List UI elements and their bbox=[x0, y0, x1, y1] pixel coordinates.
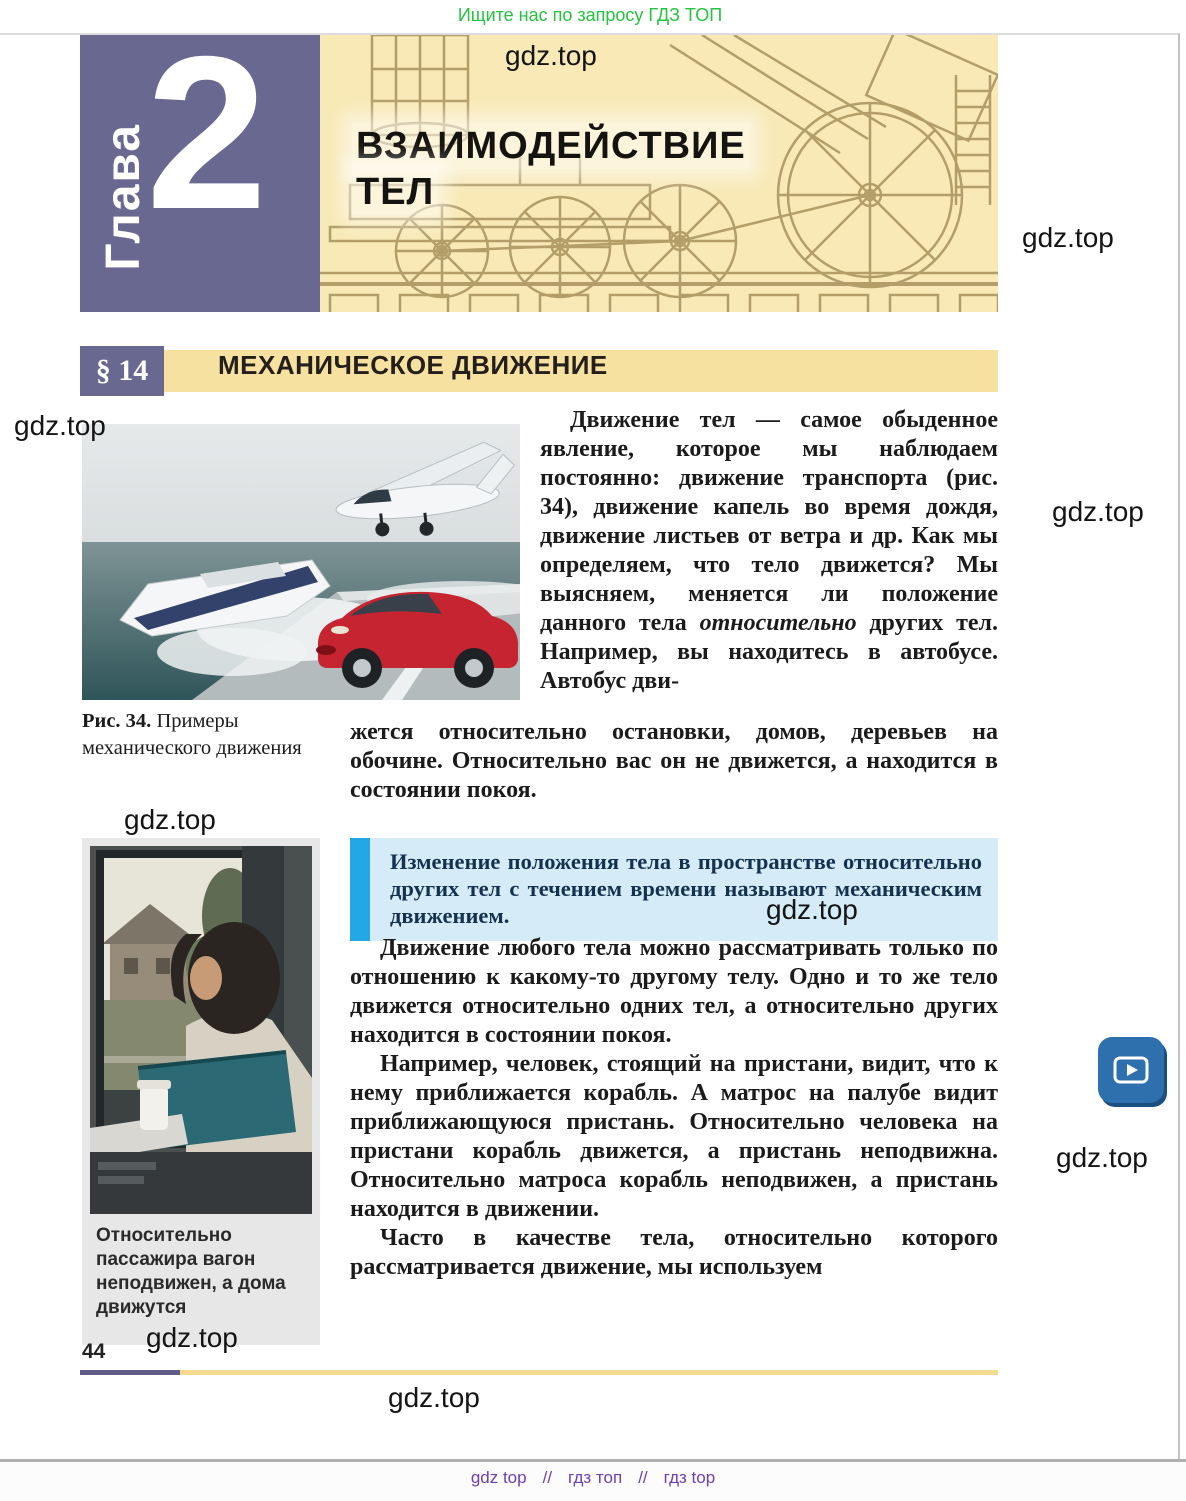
watermark: gdz.top bbox=[1056, 1142, 1148, 1173]
chapter-label: Глава bbox=[97, 123, 150, 271]
watermark: gdz.top bbox=[1052, 496, 1144, 527]
section-title: МЕХАНИЧЕСКОЕ ДВИЖЕНИЕ bbox=[218, 350, 608, 380]
section-banner bbox=[80, 350, 998, 392]
paragraph-1 bbox=[540, 406, 998, 696]
footer-rule-yellow bbox=[180, 1370, 998, 1375]
watermark: gdz.top bbox=[505, 40, 597, 71]
paragraph-4: Например, человек, стоящий на пристани, видит, что к нему приближается корабль. А матрос на палубе видит приближающуюся пристань. Относительно человека на пристани корабль движется, а пристань неподвижна. Относительно матроса корабль неподвижен, а пристань находится в движении. bbox=[350, 1051, 998, 1222]
footer-divider: // bbox=[542, 1468, 553, 1487]
sidebar-photo-card bbox=[82, 838, 320, 1345]
sidebar-photo-caption: Относительно пассажира вагон неподвижен, а дома движутся bbox=[96, 1225, 286, 1318]
chapter-number-box bbox=[80, 12, 320, 312]
footer-divider: // bbox=[638, 1468, 648, 1487]
play-video-icon bbox=[1113, 1056, 1149, 1084]
main-paragraphs bbox=[350, 934, 998, 1282]
footer-link-gdz-top[interactable]: gdz top bbox=[470, 1468, 527, 1487]
chapter-number: 2 bbox=[146, 12, 268, 255]
paragraph-1-tail: других тел. Например, вы находитесь в автобусе. Автобус дви- bbox=[540, 610, 998, 694]
scan-right-border bbox=[1178, 33, 1180, 1461]
paragraph-1-text: Движение тел — самое обыденное явление, которое мы наблюдаем постоянно: движение транспорта (рис. 34), движение капель во время дождя, движение листьев от ветра и др. Как мы определяем, что тело движется? Мы выясняем, меняется ли положение данного тела bbox=[540, 407, 998, 636]
paragraph-2: жется относительно остановки, домов, деревьев на обочине. Относительно вас он не движется, а находится в состоянии покоя. bbox=[350, 719, 998, 803]
watermark: gdz.top bbox=[766, 894, 858, 925]
figure34-illustration bbox=[82, 424, 520, 700]
chapter-title-line1: ВЗАИМОДЕЙСТВИЕ bbox=[352, 123, 750, 169]
chapter-title-line2: ТЕЛ bbox=[352, 169, 438, 215]
page-number: 44 bbox=[82, 1340, 106, 1363]
figure34-caption-label: Рис. 34. bbox=[82, 710, 152, 732]
watermark: gdz.top bbox=[388, 1382, 480, 1413]
footer-links bbox=[0, 1468, 1186, 1488]
paragraph-5: Часто в качестве тела, относительно которого рассматривается движение, мы используем bbox=[350, 1225, 998, 1280]
paragraph-3: Движение любого тела можно рассматривать только по отношению к какому-то другому телу. Одно и то же тело движется относительно одних тел, а относительно других находится в состоянии покоя. bbox=[350, 935, 998, 1048]
figure34-caption-text: Примеры механического движения bbox=[82, 710, 302, 759]
video-button[interactable] bbox=[1098, 1037, 1164, 1103]
footer-link-gdz-top-2[interactable]: гдз top bbox=[663, 1468, 716, 1487]
watermark: gdz.top bbox=[124, 804, 216, 835]
train-passenger-photo bbox=[90, 846, 312, 1214]
promo-banner-text: Ищите нас по запросу ГДЗ ТОП bbox=[457, 5, 723, 25]
definition-box: Изменение положения тела в пространстве относительно других тел с течением времени называют механическим движением. bbox=[350, 838, 998, 941]
section-number-box: § 14 bbox=[80, 346, 164, 396]
watermark: gdz.top bbox=[14, 410, 106, 441]
chapter-title bbox=[352, 123, 750, 215]
watermark: gdz.top bbox=[146, 1322, 238, 1353]
footer-link-gdz-top-ru[interactable]: гдз топ bbox=[568, 1468, 623, 1487]
footer-rule-purple bbox=[80, 1370, 180, 1375]
paragraph-1-emphasis: относительно bbox=[699, 610, 857, 636]
watermark: gdz.top bbox=[1022, 222, 1114, 253]
figure34-caption bbox=[82, 708, 317, 762]
